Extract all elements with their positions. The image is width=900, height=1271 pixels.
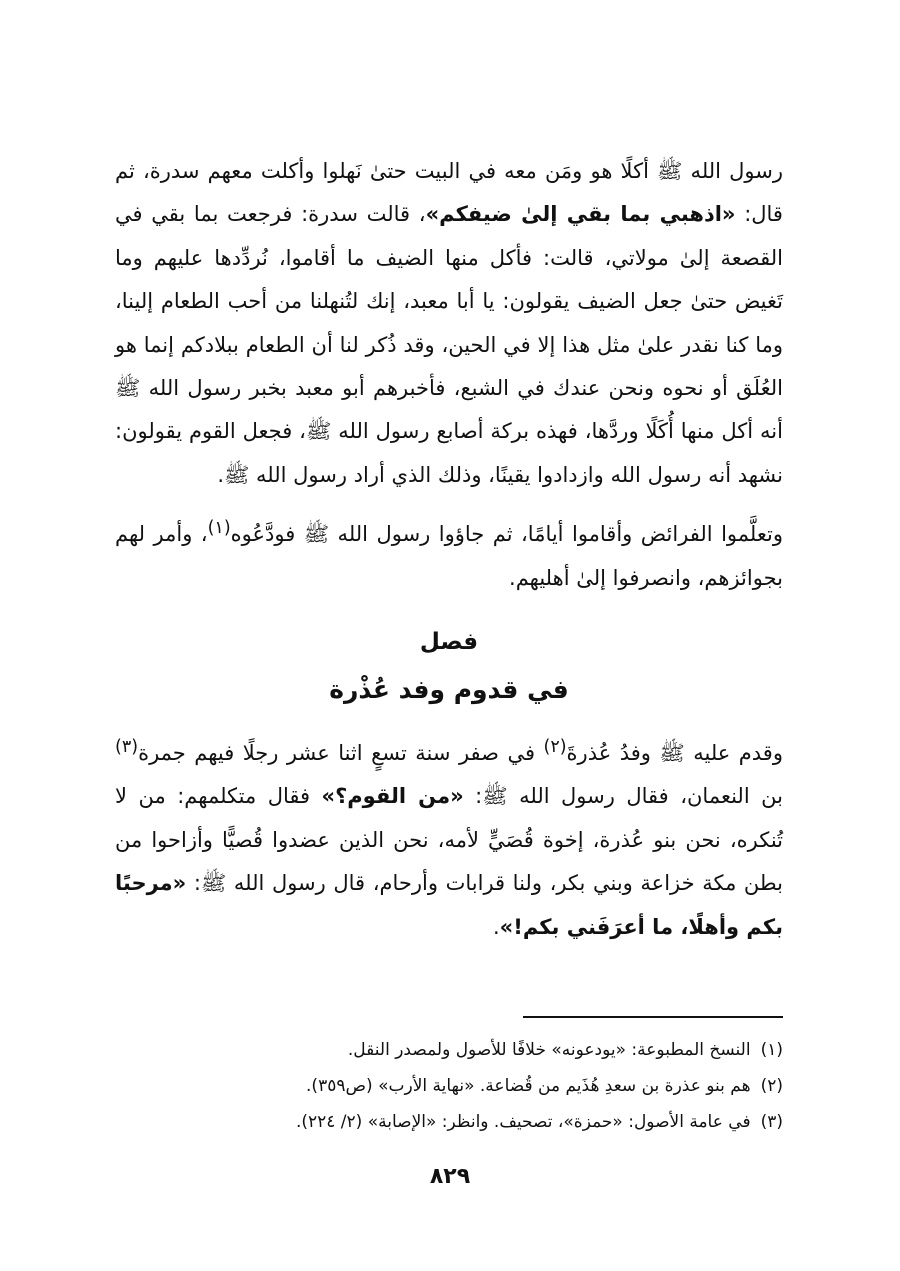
footnotes	[115, 1032, 783, 1140]
footnote-number: (٣)	[760, 1112, 783, 1132]
text-run: رسول الله ﷺ أكلًا هو ومَن معه في البيت حتىٰ نَهلوا وأكلت معهم سدرة، ثم قال:	[115, 159, 783, 227]
paragraph-1	[115, 150, 783, 497]
text-run: .	[492, 914, 500, 939]
text-run: وقدم عليه ﷺ وفدُ عُذرةَ	[566, 741, 783, 766]
text-run: ، قالت سدرة: فرجعت بما بقي في القصعة إلىٰ مولاتي، قالت: فأكل منها الضيف ما أقاموا، نُردِّدها عليهم وما تَغيض حتىٰ جعل الضيف يقولون: يا أبا معبد، إنك لتُنهلنا من أحب الطعام إلينا، وما كنا نقدر علىٰ مثل هذا إلا في الحين، وقد ذُكر لنا أن الطعام ببلادكم إنما هو العُلَق أو نحوه ونحن عندك في الشبع، فأخبرهم أبو معبد بخبر رسول الله ﷺ أنه أكل منها أُكَلًا وردَّها، فهذه بركة أصابع رسول الله ﷺ، فجعل القوم يقولون: نشهد أنه رسول الله وازدادوا يقينًا، وذلك الذي أراد رسول الله ﷺ.	[115, 202, 783, 487]
text-run: في صفر سنة تسعٍ اثنا عشر رجلًا فيهم جمرة	[138, 741, 544, 766]
footnote-3	[115, 1104, 783, 1140]
footnote-text: هم بنو عذرة بن سعدِ هُذَيم من قُضاعة. «نهاية الأرب» (ص٣٥٩).	[306, 1076, 751, 1096]
footnote-text: النسخ المطبوعة: «يودعونه» خلافًا للأصول ولمصدر النقل.	[347, 1040, 751, 1060]
footnote-divider	[523, 1016, 783, 1018]
bold-quote: «مرحبًا بكم وأهلًا، ما أعرَفَني بكم!»	[115, 871, 783, 939]
footnote-number: (١)	[760, 1040, 783, 1060]
section-label: فصل	[419, 629, 479, 656]
bold-quote: «من القوم؟»	[321, 784, 464, 809]
footnote-text: في عامة الأصول: «حمزة»، تصحيف. وانظر: «الإصابة» (٢/ ٢٢٤).	[295, 1112, 751, 1132]
footnote-marker: (١)	[207, 518, 231, 539]
footnote-2	[115, 1068, 783, 1104]
footnote-marker: (٣)	[115, 737, 139, 758]
paragraph-3	[115, 726, 783, 949]
text-run: ، وأمر لهم بجوائزهم، وانصرفوا إلىٰ أهليهم.	[115, 522, 783, 590]
section-title: في قدوم وفد عُذْرة	[329, 675, 569, 705]
bold-quote: «اذهبي بما بقي إلىٰ ضيفكم»	[425, 202, 736, 227]
main-text	[115, 150, 783, 949]
footnote-marker: (٢)	[543, 737, 567, 758]
text-run: بن النعمان، فقال رسول الله ﷺ:	[463, 784, 783, 809]
footnote-number: (٢)	[760, 1076, 783, 1096]
text-run: وتعلَّموا الفرائض وأقاموا أيامًا، ثم جاؤوا رسول الله ﷺ فودَّعُوه	[230, 522, 783, 547]
text-run: فقال متكلمهم: من لا تُنكره، نحن بنو عُذرة، إخوة قُصَيٍّ لأمه، نحن الذين عضدوا قُصيًّا وأزاحوا من بطن مكة خزاعة وبني بكر، ولنا قرابات وأرحام، قال رسول الله ﷺ:	[115, 784, 783, 896]
page-number: ٨٢٩	[429, 1164, 471, 1189]
paragraph-2	[115, 507, 783, 600]
footnote-1	[115, 1032, 783, 1068]
